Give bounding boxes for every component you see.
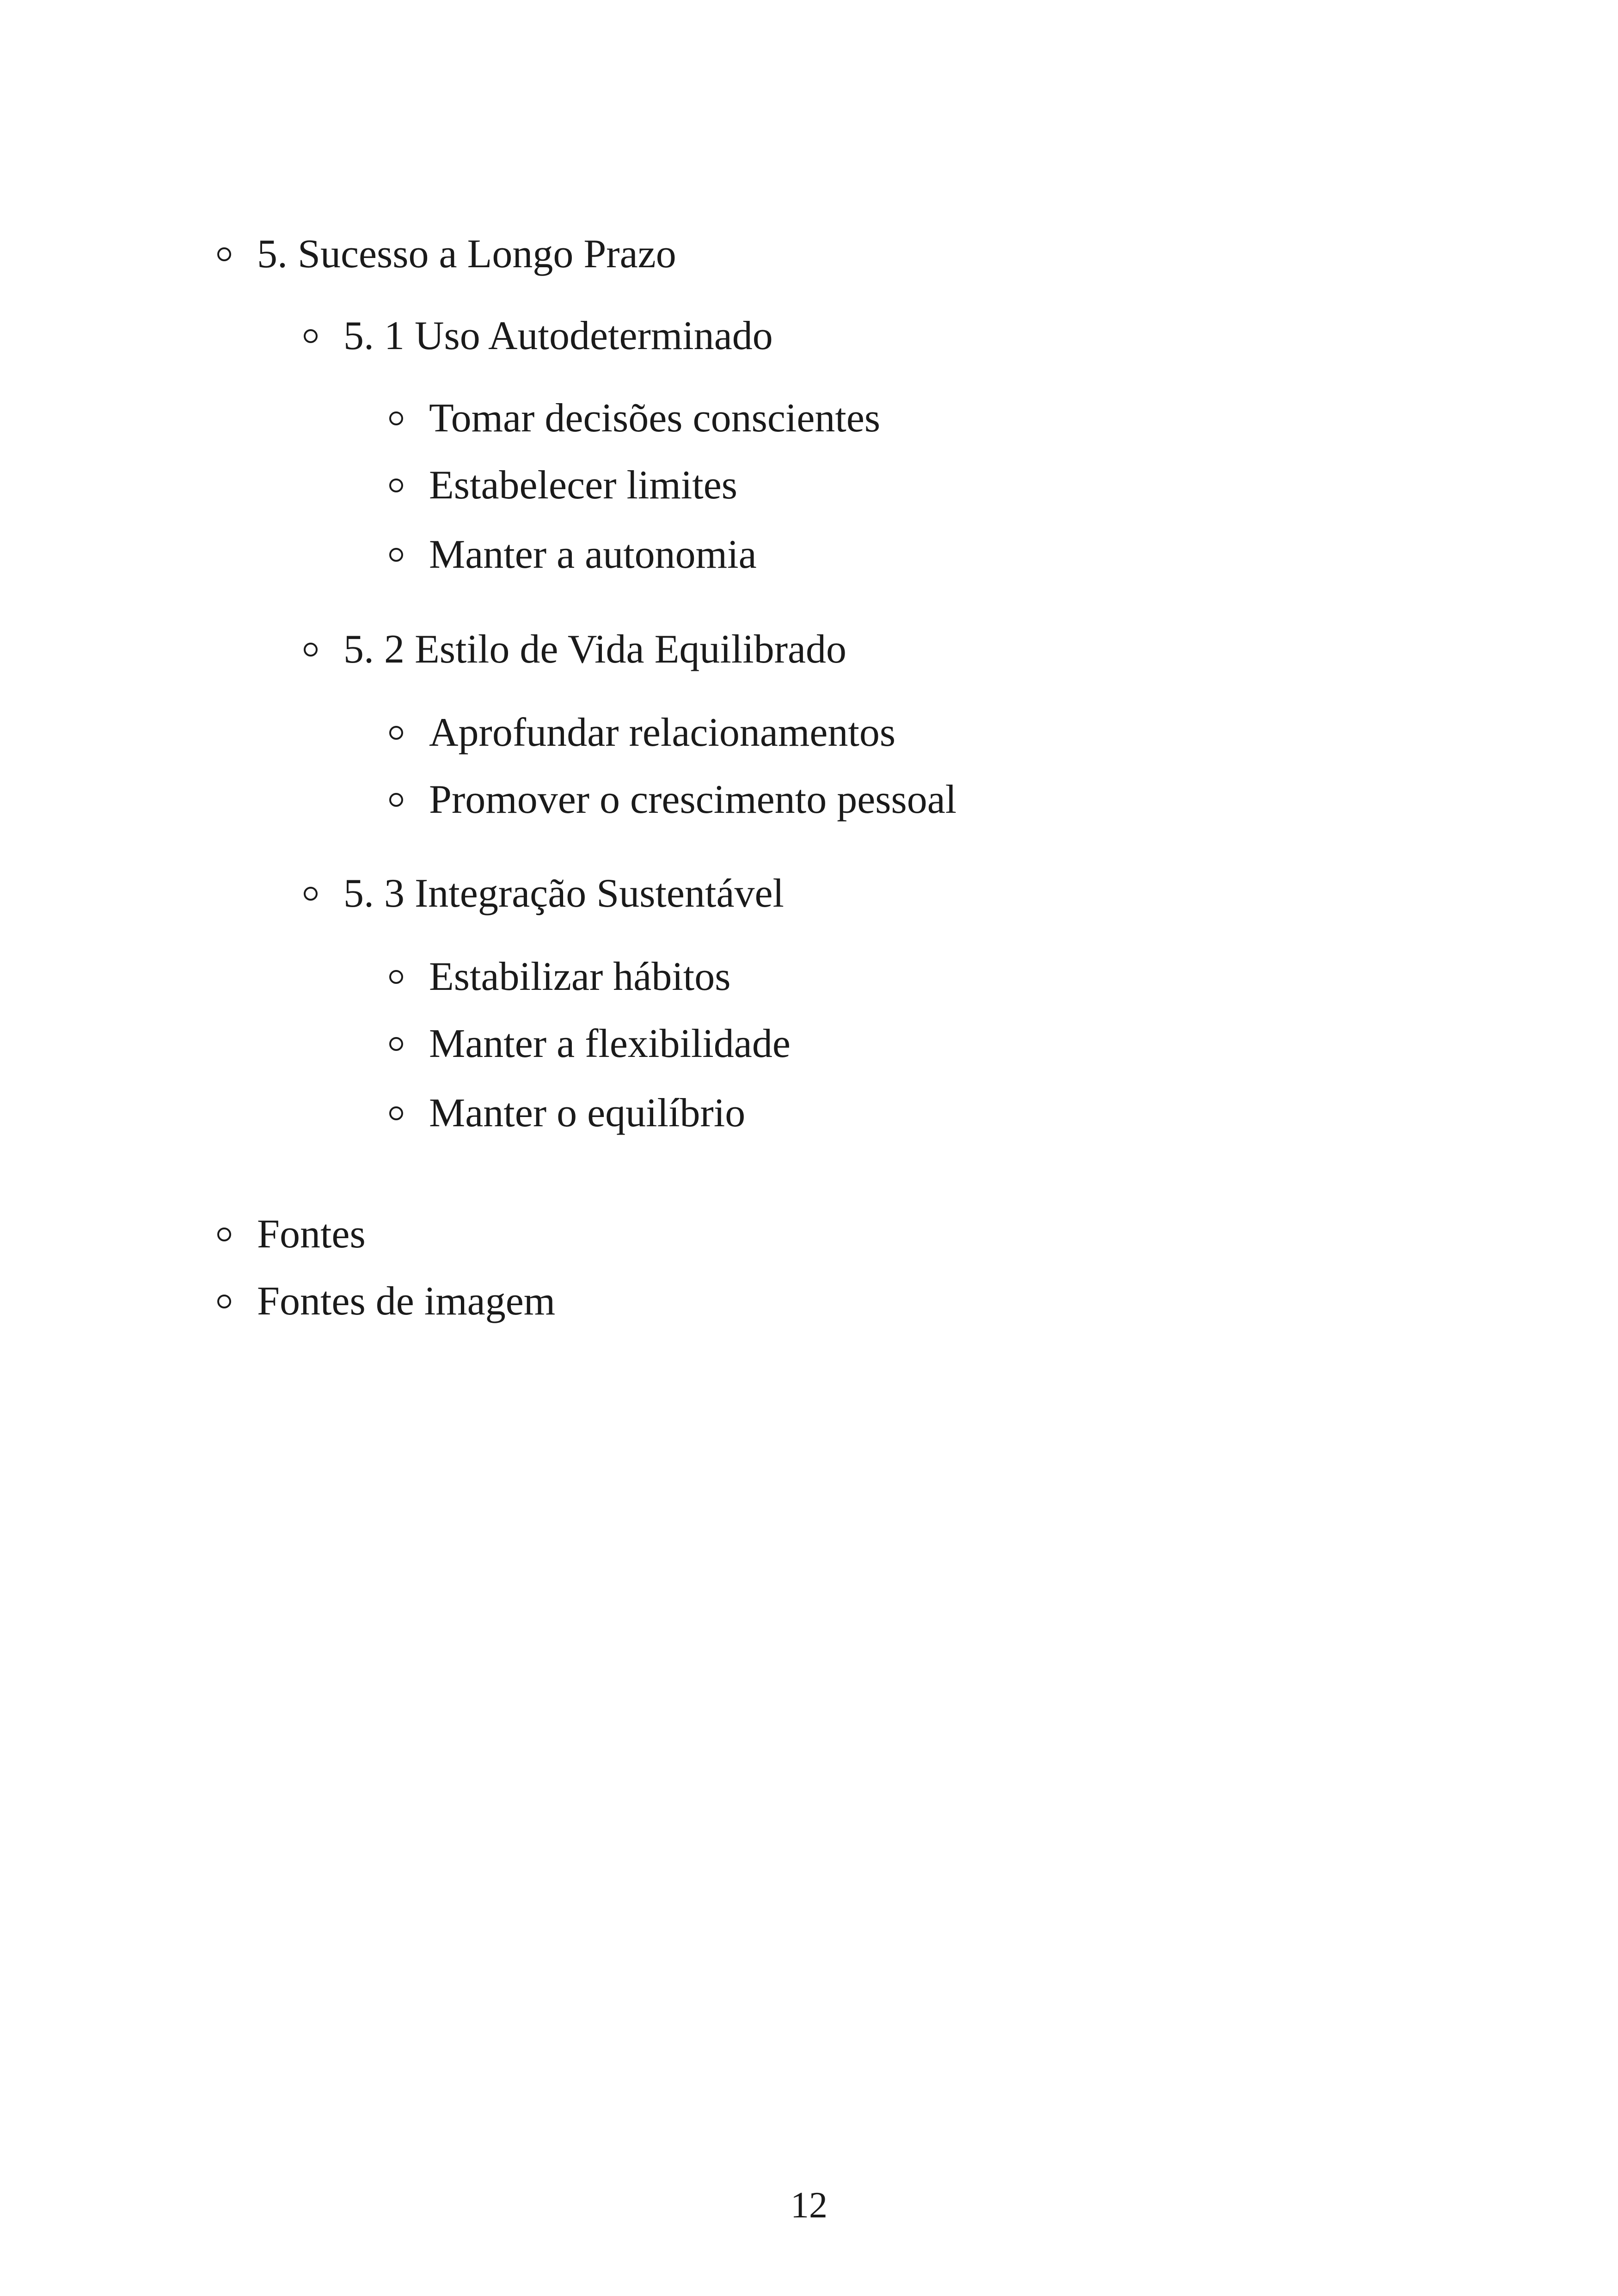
page-number: 12 bbox=[791, 2185, 827, 2226]
circle-bullet-icon bbox=[389, 548, 403, 562]
circle-bullet-icon bbox=[389, 1106, 403, 1120]
outline-item bbox=[389, 952, 730, 1002]
outline-item bbox=[389, 707, 895, 758]
outline-item bbox=[389, 1019, 791, 1069]
circle-bullet-icon bbox=[304, 643, 318, 657]
circle-bullet-icon bbox=[389, 411, 403, 425]
circle-bullet-icon bbox=[389, 1037, 403, 1051]
outline-item-label: Manter o equilíbrio bbox=[429, 1091, 746, 1136]
outline-item-fontes-de-imagem bbox=[217, 1276, 555, 1327]
outline-item-label: Manter a flexibilidade bbox=[429, 1021, 791, 1066]
circle-bullet-icon bbox=[304, 887, 318, 901]
outline-item-5-2 bbox=[304, 624, 846, 675]
outline-item-label: Fontes de imagem bbox=[257, 1279, 556, 1324]
outline-item-label: Aprofundar relacionamentos bbox=[429, 710, 896, 755]
circle-bullet-icon bbox=[389, 479, 403, 492]
circle-bullet-icon bbox=[389, 970, 403, 984]
circle-bullet-icon bbox=[389, 726, 403, 740]
outline-item-label: 5. 2 Estilo de Vida Equilibrado bbox=[343, 627, 847, 672]
outline-item-5-3 bbox=[304, 868, 784, 919]
circle-bullet-icon bbox=[389, 793, 403, 807]
outline-item-label: 5. 1 Uso Autodeterminado bbox=[343, 313, 773, 358]
outline-item-label: Tomar decisões conscientes bbox=[429, 396, 881, 441]
outline-item-label: Estabilizar hábitos bbox=[429, 954, 731, 999]
outline-item-label: Promover o crescimento pessoal bbox=[429, 777, 957, 822]
outline-item-label: 5. Sucesso a Longo Prazo bbox=[257, 232, 676, 276]
outline-item-label: Manter a autonomia bbox=[429, 532, 757, 577]
outline-item bbox=[389, 393, 880, 444]
circle-bullet-icon bbox=[217, 1295, 231, 1308]
outline-item-label: 5. 3 Integração Sustentável bbox=[343, 871, 784, 916]
outline-item bbox=[389, 1088, 745, 1139]
outline-item-5-1 bbox=[304, 311, 773, 362]
outline-item-fontes bbox=[217, 1209, 366, 1260]
outline-item-label: Estabelecer limites bbox=[429, 463, 738, 508]
outline-item-section-5 bbox=[217, 229, 676, 280]
circle-bullet-icon bbox=[217, 247, 231, 261]
outline-item-label: Fontes bbox=[257, 1212, 366, 1257]
outline-item bbox=[389, 774, 956, 825]
outline-item bbox=[389, 460, 737, 511]
circle-bullet-icon bbox=[217, 1228, 231, 1241]
outline-item bbox=[389, 529, 757, 580]
circle-bullet-icon bbox=[304, 329, 318, 343]
